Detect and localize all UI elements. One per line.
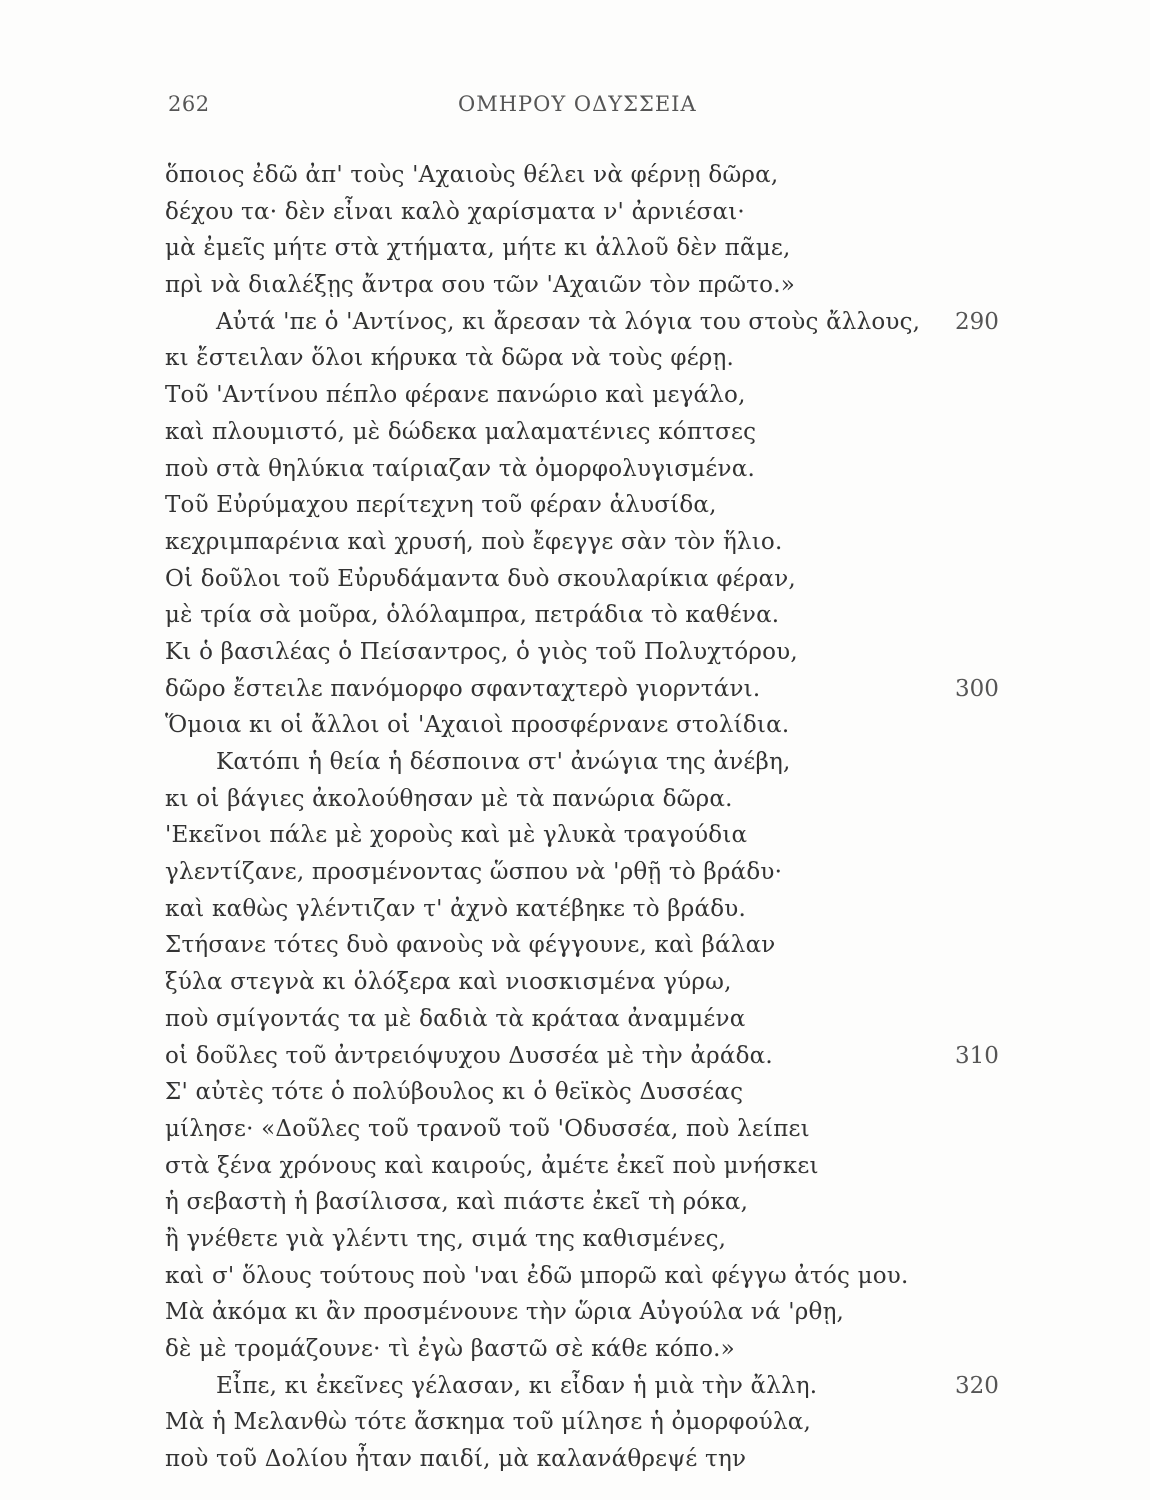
running-title: ΟΜΗΡΟΥ ΟΔΥΣΣΕΙΑ [458,92,697,116]
verse-line-text: στὰ ξένα χρόνους καὶ καιρούς, ἀμέτε ἐκεῖ ποὺ μνήσκει [165,1152,819,1179]
verse-line [0,1404,1150,1441]
verse-line [0,1038,1150,1075]
line-number: 320 [955,1372,999,1399]
verse-line [0,230,1150,267]
verse-line-text: Σ' αὐτὲς τότε ὁ πολύβουλος κι ὁ θεϊκὸς Δυσσέας [165,1079,744,1106]
verse-line-text: κι οἱ βάγιες ἀκολούθησαν μὲ τὰ πανώρια δῶρα. [165,785,733,812]
verse-line [0,267,1150,304]
verse-line [0,854,1150,891]
verse-line-text: κι ἔστειλαν ὅλοι κήρυκα τὰ δῶρα νὰ τοὺς φέρῃ. [165,345,735,372]
verse-line [0,1221,1150,1258]
line-number: 310 [955,1042,999,1069]
verse-line [0,744,1150,781]
verse-line-text: Κι ὁ βασιλέας ὁ Πείσαντρος, ὁ γιὸς τοῦ Πολυχτόρου, [165,638,798,665]
verse-line-text: Αὐτά 'πε ὁ 'Αντίνος, κι ἄρεσαν τὰ λόγια του στοὺς ἄλλους, [216,308,921,335]
verse-line [0,1001,1150,1038]
verse-line [0,927,1150,964]
verse-line [0,1294,1150,1331]
verse-line [0,1148,1150,1185]
verse-line [0,817,1150,854]
verse-line [0,781,1150,818]
verse-line [0,671,1150,708]
verse-line-text: δὲ μὲ τρομάζουνε· τὶ ἐγὼ βαστῶ σὲ κάθε κόπο.» [165,1336,735,1362]
verse-line [0,194,1150,231]
verse-line-text: ποὺ στὰ θηλύκια ταίριαζαν τὰ ὀμορφολυγισμένα. [165,455,755,482]
verse-line [0,487,1150,524]
verse-line-text: ποὺ τοῦ Δολίου ἦταν παιδί, μὰ καλανάθρεψέ την [165,1446,747,1473]
verse-line [0,1368,1150,1405]
verse-line-text: ἡ σεβαστὴ ἡ βασίλισσα, καὶ πιάστε ἐκεῖ τὴ ρόκα, [165,1189,749,1216]
verse-line-text: Μὰ ἡ Μελανθὼ τότε ἄσκημα τοῦ μίλησε ἡ ὀμορφούλα, [165,1409,811,1436]
verse-line [0,377,1150,414]
verse-line-text: Μὰ ἀκόμα κι ἂν προσμένουνε τὴν ὥρια Αὐγούλα νά 'ρθῃ, [165,1299,845,1326]
verse-line-text: Τοῦ Εὐρύμαχου περίτεχνη τοῦ φέραν ἁλυσίδα, [165,492,717,519]
page-header [168,92,938,126]
verse-line-text: δέχου τα· δὲν εἶναι καλὸ χαρίσματα ν' ἀρνιέσαι· [165,198,745,225]
page-number: 262 [168,92,210,116]
verse-line [0,707,1150,744]
verse-line [0,340,1150,377]
verse-line [0,1258,1150,1295]
verse-line [0,964,1150,1001]
verse-line [0,304,1150,341]
verse-line-text: Τοῦ 'Αντίνου πέπλο φέρανε πανώριο καὶ μεγάλο, [165,382,746,409]
verse-line [0,597,1150,634]
verse-line-text: μίλησε· «Δοῦλες τοῦ τρανοῦ τοῦ 'Οδυσσέα, ποὺ λείπει [165,1115,810,1142]
verse-line [0,451,1150,488]
verse-line [0,1111,1150,1148]
verse-line [0,414,1150,451]
verse-line-text: καὶ πλουμιστό, μὲ δώδεκα μαλαματένιες κόπτσες [165,418,757,445]
verse-line [0,524,1150,561]
verse-line-text: 'Εκεῖνοι πάλε μὲ χοροὺς καὶ μὲ γλυκὰ τραγούδια [165,822,748,849]
verse-line-text: γλεντίζανε, προσμένοντας ὥσπου νὰ 'ρθῇ τὸ βράδυ· [165,859,783,886]
verse-line-text: μὲ τρία σὰ μοῦρα, ὁλόλαμπρα, πετράδια τὸ καθένα. [165,602,780,629]
verse-line-text: καὶ καθὼς γλέντιζαν τ' ἀχνὸ κατέβηκε τὸ βράδυ. [165,895,746,922]
verse-body [0,157,1150,1478]
verse-line [0,157,1150,194]
verse-line [0,561,1150,598]
verse-line [0,891,1150,928]
verse-line [0,1331,1150,1368]
verse-line-text: Εἶπε, κι ἐκεῖνες γέλασαν, κι εἶδαν ἡ μιὰ τὴν ἄλλη. [216,1372,818,1399]
verse-line-text: ξύλα στεγνὰ κι ὁλόξερα καὶ νιοσκισμένα γύρω, [165,969,732,996]
verse-line-text: πρὶ νὰ διαλέξῃς ἄντρα σου τῶν 'Αχαιῶν τὸν πρῶτο.» [165,272,796,299]
verse-line-text: δῶρο ἔστειλε πανόμορφο σφανταχτερὸ γιορντάνι. [165,675,761,702]
verse-line-text: Οἱ δοῦλοι τοῦ Εὐρυδάμαντα δυὸ σκουλαρίκια φέραν, [165,565,796,592]
line-number: 300 [955,675,999,702]
verse-line-text: ποὺ σμίγοντάς τα μὲ δαδιὰ τὰ κράταα ἀναμμένα [165,1005,746,1032]
verse-line-text: καὶ σ' ὅλους τούτους ποὺ 'ναι ἐδῶ μπορῶ καὶ φέγγω ἀτός μου. [165,1262,909,1289]
verse-line-text: κεχριμπαρένια καὶ χρυσή, ποὺ ἔφεγγε σὰν τὸν ἥλιο. [165,528,783,555]
verse-line [0,634,1150,671]
verse-line [0,1184,1150,1221]
verse-line [0,1074,1150,1111]
verse-line [0,1441,1150,1478]
verse-line-text: Κατόπι ἡ θεία ἡ δέσποινα στ' ἀνώγια της ἀνέβη, [216,749,791,775]
verse-line-text: Στήσανε τότες δυὸ φανοὺς νὰ φέγγουνε, καὶ βάλαν [165,932,776,959]
verse-line-text: οἱ δοῦλες τοῦ ἀντρειόψυχου Δυσσέα μὲ τὴν ἀράδα. [165,1042,773,1069]
verse-line-text: ὅποιος ἐδῶ ἀπ' τοὺς 'Αχαιοὺς θέλει νὰ φέρνῃ δῶρα, [165,162,779,188]
verse-line-text: ἢ γνέθετε γιὰ γλέντι της, σιμά της καθισμένες, [165,1225,727,1252]
verse-line-text: Ὅμοια κι οἱ ἄλλοι οἱ 'Αχαιοὶ προσφέρνανε στολίδια. [165,712,790,739]
line-number: 290 [955,308,999,335]
verse-line-text: μὰ ἐμεῖς μήτε στὰ χτήματα, μήτε κι ἀλλοῦ δὲν πᾶμε, [165,235,791,262]
